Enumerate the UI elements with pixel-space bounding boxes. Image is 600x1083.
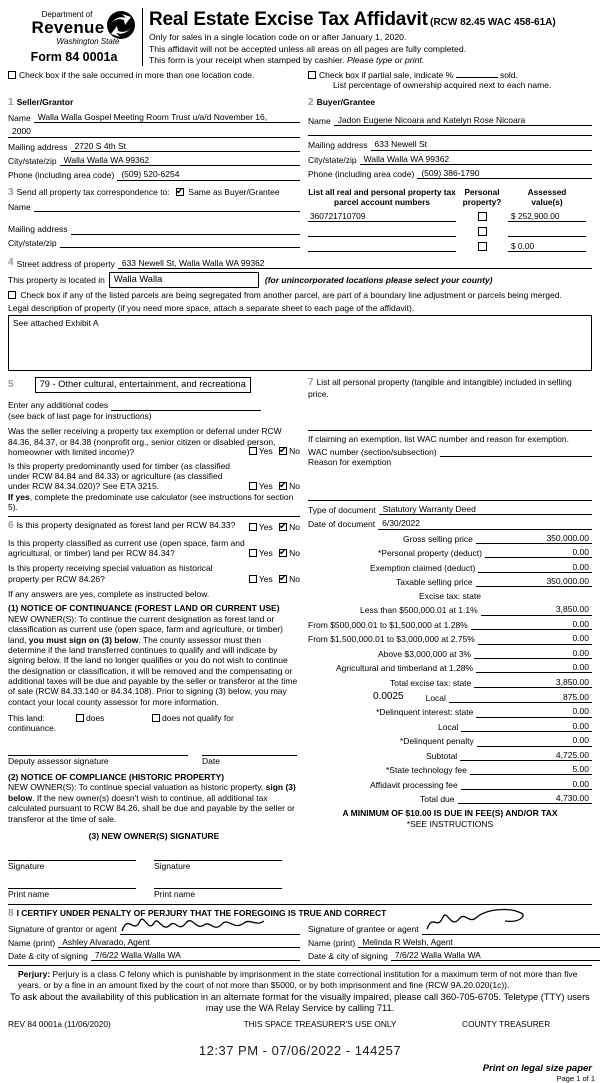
- assessed-value-field[interactable]: $ 0.00: [508, 241, 586, 252]
- title-rcw: (RCW 82.45 WAC 458-61A): [430, 17, 556, 28]
- personal-property-checkbox-2[interactable]: [478, 227, 487, 236]
- dor-swoosh-icon: [106, 10, 136, 42]
- partial-sale-label: Check box if partial sale, indicate % sold. List percentage of ownership acquired next to each name.: [319, 70, 552, 91]
- personal-property-checkbox-3[interactable]: [478, 242, 487, 251]
- grantor-name-print-field[interactable]: Ashley Alvarado, Agent: [58, 937, 300, 948]
- property-location-section: 4 Street address of property 633 Newell St, Walla Walla WA 99362 This property is located in Walla Walla (for unincorporated locations please select your county) Check box if any of the listed parcels are being segregated from another parcel, are part of a boundary line adjustment or parcels being merged. Legal description of property (if you need more space, attach a separate sheet to each page of the affidavit). See attached Exhibit A: [8, 257, 592, 371]
- new-owner-signature-title: (3) NEW OWNER(S) SIGNATURE: [88, 830, 220, 841]
- notice-continuance-body: NEW OWNER(S): To continue the current designation as forest land or classification as current use (open space, farm and agriculture, or timber) land, you must sign on (3) below. The county assessor must then determine if the land transferred continues to qualify and will indicate by signing below. If the land no longer qualifies or you do not wish to continue the designation or classification, it will be removed and the compensating or additional taxes will be due and payable by the seller or transferor at the time of sale (RCW 84.33.140 or 84.34.108). Prior to signing (3) below, you may contact your local county assessor for more information.: [8, 613, 298, 707]
- tier3-tax-value[interactable]: 0.00: [530, 633, 592, 644]
- new-owner-signature-line-1[interactable]: [8, 851, 136, 861]
- affidavit-processing-fee-value[interactable]: 0.00: [530, 779, 592, 790]
- current-use-no-checkbox[interactable]: [279, 549, 287, 557]
- total-excise-state-value[interactable]: 3,850.00: [530, 677, 592, 688]
- header-divider: [142, 8, 143, 66]
- buyer-name-field-line2[interactable]: [308, 135, 592, 136]
- deputy-assessor-label: Deputy assessor signature: [8, 755, 109, 766]
- tier2-tax-value[interactable]: 0.00: [530, 619, 592, 630]
- section-5-number: 5: [8, 379, 14, 391]
- certify-statement: I CERTIFY UNDER PENALTY OF PERJURY THAT THE FOREGOING IS TRUE AND CORRECT: [16, 907, 387, 918]
- county-treasurer-label: COUNTY TREASURER: [462, 1018, 551, 1029]
- does-not-qualify-checkbox[interactable]: [152, 714, 160, 722]
- seller-mailing-field[interactable]: 2720 S 4th St: [71, 141, 300, 152]
- tier1-tax-value[interactable]: 3,850.00: [530, 604, 592, 615]
- forest-no-checkbox[interactable]: [279, 523, 287, 531]
- header-note-3: This form is your receipt when stamped by cashier. Please type or print.: [149, 55, 425, 66]
- left-column: 5 79 - Other cultural, entertainment, and recreationa Enter any additional codes (see back of last page for instructions) Was the seller receiving a property tax exemption or deferral under RCW 84.36, 84.37, or 84.38 (nonprofit org., senior citizen or disabled person, homeowner with limited income)? Yes ✔ No Is this property predominantly used for timber (as classified under RCW 84.84 and 84.33) or agriculture (as classified under RCW 84.34.020)? See ETA 3215. Yes ✔ No If yes, complete the predominate use calculator (see instructions for section 5). 6 Is this property designated as forest land per RCW 84.33? Yes ✔ No Is this property classified as current use (open space, farm and agricultural, or timber) land per RCW 84.34? Yes ✔ No Is this property receiving special valuation as historical property per RCW 84.26? Yes ✔ No If any answers are yes, complete as instructed below. (1) NOTICE OF CONTINUANCE (FOREST LAND OR CURRENT USE) NEW OWNER(S): To continue the current designation as forest land or classification as current use (open space, farm and agriculture, or timber) land, you must sign on (3) below. The county assessor must then determine if the land transferred continues to qualify and will indicate by signing below. If the land no longer qualifies or you do not wish to continue the designation or classification, it will be removed and the compensating or additional taxes will be due and payable by the seller or transferor at the time of sale (RCW 84.33.140 or 84.34.108). Prior to signing (3) below, you may contact your local county assessor for more information. This land: does does not qualify for continuance. Deputy assessor signature Date (2) NOTICE OF COMPLIANCE (HISTORIC PROPERTY) NEW OWNER(S): To continue special valuation as historic property, sign (3) below. If the new owner(s) doesn't wish to continue, all additional tax calculated pursuant to RCW 84.26, shall be due and payable by the seller or transferor at the time of sale. (3) NEW OWNER(S) SIGNATURE Signature Signature Print name Print name: [8, 377, 300, 899]
- right-column: 7 List all personal property (tangible and intangible) included in selling price. If claiming an exemption, list WAC number and reason for exemption. WAC number (section/subsection) Reason for exemption Type of document Statutory Warranty Deed Date of document 6/30/2022 Gross selling price 350,000.00 *Personal property (deduct) 0.00 Exemption claimed (deduct) 0.00 Taxable selling price 350,000.00 Excise tax: state Less than $500,000.01 at 1.1% 3,850.00 From $500,000.01 to $1,500,000 at 1.28% 0.00 From $1,500,000.01 to $3,000,000 at 2.75% 0.00 Above $3,000,000 at 3% 0.00 Agricultural and timberland at 1.28% 0.00 Total excise tax: state 3,850.00 0.0025 Local 875.00 *Delinquent interest: state 0.00 Local 0.00 *Delinquent penalty 0.00 Subtotal 4,725.00 *State technology fee 5.00 Affidavit processing fee 0.00 Total due 4,730.00 A MINIMUM OF $10.00 IS DUE IN FEE(S) AND/OR TAX *SEE INSTRUCTIONS: [308, 377, 592, 899]
- forest-land-question: 6 Is this property designated as forest land per RCW 84.33?: [8, 520, 236, 532]
- parcel-row: [308, 239, 592, 252]
- delinquent-penalty-value[interactable]: 0.00: [530, 735, 592, 746]
- agricultural-tax-value[interactable]: 0.00: [530, 662, 592, 673]
- grantee-name-print-field[interactable]: Melinda R Welsh, Agent: [358, 937, 600, 948]
- ownership-note: List percentage of ownership acquired next to each name.: [333, 80, 552, 91]
- section-7-number: 7: [308, 377, 314, 389]
- parcel-number-field[interactable]: 360721710709: [308, 211, 456, 222]
- section-6-number: 6: [8, 520, 14, 532]
- rev-form-id: REV 84 0001a (11/06/2020): [8, 1018, 111, 1029]
- grantor-signature: [118, 911, 268, 937]
- notice-compliance-title: (2) NOTICE OF COMPLIANCE (HISTORIC PROPERTY): [8, 772, 225, 783]
- seller-name-field-line2[interactable]: 2000: [8, 126, 300, 137]
- treasurer-use-label: THIS SPACE TREASURER'S USE ONLY: [243, 1018, 397, 1029]
- buyer-name-field[interactable]: Jadon Eugene Nicoara and Katelyn Rose Nicoara: [334, 115, 592, 126]
- predominate-use-note: If yes, complete the predominate use calculator (see instructions for section 5).: [8, 491, 294, 513]
- document-date-field[interactable]: 6/30/2022: [378, 518, 592, 529]
- tax-correspondence-section: 3 Send all property tax correspondence to: ✔ Same as Buyer/Grantee Name Mailing address City/state/zip: [8, 187, 300, 252]
- section-divider: [8, 516, 300, 517]
- assessed-value-field[interactable]: $ 252,900.00: [508, 211, 586, 222]
- segregated-checkbox[interactable]: [8, 291, 16, 299]
- buyer-mailing-field[interactable]: 633 Newell St: [371, 139, 592, 150]
- notice-compliance-body: NEW OWNER(S): To continue special valuation as historic property, sign (3) below. If the new owner(s) doesn't wish to continue, all additional tax calculated pursuant to RCW 84.26, shall be due and payable by the seller or transferor at the time of sale.: [8, 782, 296, 824]
- notice-continuance-title: (1) NOTICE OF CONTINUANCE (FOREST LAND OR CURRENT USE): [8, 603, 280, 614]
- grantor-date-city-field[interactable]: 7/6/22 Walla Walla WA: [91, 950, 300, 961]
- dor-logo: [8, 6, 140, 65]
- historical-yes-checkbox[interactable]: [249, 575, 257, 583]
- gross-selling-price-value[interactable]: 350,000.00: [530, 533, 592, 544]
- deputy-assessor-signature-line[interactable]: [8, 746, 188, 756]
- buyer-grantee-section: 2 Buyer/Grantee Name Jadon Eugene Nicoara and Katelyn Rose Nicoara Mailing address 633 Newell St City/state/zip Walla Walla WA 99362 Phone (including area code) (509) 386-1790: [308, 97, 592, 181]
- buyer-phone-field[interactable]: (509) 386-1790: [417, 168, 592, 179]
- total-due-value[interactable]: 4,730.00: [530, 793, 592, 804]
- same-as-buyer-label: Same as Buyer/Grantee: [188, 186, 280, 197]
- street-address-field[interactable]: 633 Newell St, Walla Walla WA 99362: [118, 258, 592, 269]
- multi-location-checkbox[interactable]: [8, 71, 16, 79]
- personal-property-field[interactable]: [308, 400, 592, 426]
- header-note-2: This affidavit will not be accepted unless all areas on all pages are fully completed.: [149, 43, 467, 54]
- exemption-yes-checkbox[interactable]: [249, 447, 257, 455]
- grantee-date-city-field[interactable]: 7/6/22 Walla Walla WA: [391, 950, 600, 961]
- state-technology-fee-value[interactable]: 5.00: [530, 764, 592, 775]
- excise-tax-state-header: Excise tax: state: [419, 590, 481, 601]
- legal-description-field[interactable]: See attached Exhibit A: [8, 315, 592, 371]
- same-as-buyer-checkbox[interactable]: [176, 188, 184, 196]
- current-use-question: Is this property classified as current use (open space, farm and agricultural, or timber) land per RCW 84.34?: [8, 537, 245, 558]
- timber-yes-checkbox[interactable]: [249, 482, 257, 490]
- parcel-number-field[interactable]: [308, 251, 456, 252]
- alternate-format-note: To ask about the availability of this publication in an alternate format for the visually impaired, please call 360-705-6705. Teletype (TTY) users may use the WA Relay Service by calling 711.: [10, 991, 590, 1014]
- personal-property-intro: List all personal property (tangible and intangible) included in selling price.: [308, 377, 572, 400]
- section-4-number: 4: [8, 256, 14, 268]
- exemption-deferral-question: Was the seller receiving a property tax exemption or deferral under RCW 84.36, 84.37, or 84.38 (nonprofit org., senior citizen or disabled person, homeowner with limited income)?: [8, 426, 282, 457]
- partial-sale-percent-field[interactable]: [456, 77, 498, 78]
- minimum-due-note: A MINIMUM OF $10.00 IS DUE IN FEE(S) AND/OR TAX: [342, 808, 558, 819]
- reason-exemption-label: Reason for exemption: [308, 457, 392, 468]
- reason-exemption-field[interactable]: [308, 468, 592, 496]
- see-instructions-note: *SEE INSTRUCTIONS: [406, 818, 494, 829]
- section-1-number: 1: [8, 96, 14, 108]
- continuance-label: continuance.: [8, 723, 57, 734]
- correspondence-mailing-field[interactable]: [71, 234, 300, 235]
- exemption-intro: If claiming an exemption, list WAC number and reason for exemption.: [308, 433, 569, 444]
- if-any-note: If any answers are yes, complete as instructed below.: [8, 589, 210, 600]
- parcel-row: [308, 209, 592, 222]
- new-owner-printname-line-1[interactable]: [8, 879, 136, 889]
- exemption-no-checkbox[interactable]: [279, 447, 287, 455]
- new-owner-signature-line-2[interactable]: [154, 851, 282, 861]
- historical-no-checkbox[interactable]: [279, 575, 287, 583]
- buyer-heading: Buyer/Grantee: [316, 96, 376, 107]
- seller-city-field[interactable]: Walla Walla WA 99362: [60, 155, 300, 166]
- deputy-date-line[interactable]: [202, 746, 297, 756]
- page-title: Real Estate Excise Tax Affidavit: [149, 9, 428, 30]
- new-owner-printname-line-2[interactable]: [154, 879, 282, 889]
- parcel-row: [308, 224, 592, 237]
- timber-no-checkbox[interactable]: [279, 482, 287, 490]
- grantee-signature: [423, 905, 533, 935]
- washington-state-label: Washington State: [56, 37, 120, 47]
- document-type-field[interactable]: Statutory Warranty Deed: [379, 504, 592, 515]
- timber-agriculture-question: Is this property predominantly used for timber (as classified under RCW 84.84 and 84.33) or agriculture (as classified under RCW 84.34.020)? See ETA 3215.: [8, 460, 231, 492]
- land-use-code-select[interactable]: 79 - Other cultural, entertainment, and recreationa: [35, 377, 251, 393]
- correspondence-city-field[interactable]: [60, 247, 300, 248]
- section-2-number: 2: [308, 96, 314, 108]
- correspondence-name-field[interactable]: [34, 211, 300, 212]
- seller-grantor-section: 1 Seller/Grantor Name Walla Walla Gospel Meeting Room Trust u/a/d November 16, 2000 Mailing address 2720 S 4th St City/state/zip Walla Walla WA 99362 Phone (including area code) (509) 520-6254: [8, 97, 300, 181]
- revenue-wordmark: Revenue: [31, 17, 105, 37]
- exemption-claimed-value[interactable]: 0.00: [530, 562, 592, 573]
- land-qualify-row: This land: does does not qualify for: [8, 713, 234, 724]
- cashier-stamp: 12:37 PM - 07/06/2022 - 144257: [198, 1042, 402, 1058]
- deputy-date-label: Date: [202, 755, 220, 766]
- section-3-number: 3: [8, 186, 14, 198]
- certification-section: 8 I CERTIFY UNDER PENALTY OF PERJURY THAT THE FOREGOING IS TRUE AND CORRECT Signature of grantor or agent Name (print) Ashley Alvarado, Agent Date & city of signing 7/6/22 Walla Walla WA Signature of grantee or agent Name (print) Melinda R Welsh, Agent Date & city of signing 7/6/22 Walla Walla WA: [8, 908, 592, 961]
- form-number: Form 84 0001a: [30, 50, 118, 65]
- parcel-table: List all real and personal property tax parcel account numbers Personal property? Assessed value(s) 360721710709 $ 252,900.00 $ 0.00: [308, 187, 592, 252]
- segregated-label: Check box if any of the listed parcels are being segregated from another parcel, are part of a boundary line adjustment or parcels being merged.: [20, 290, 562, 301]
- header-note-1: Only for sales in a single location code on or after January 1, 2020.: [149, 32, 407, 43]
- personal-property-deduct-value[interactable]: 0.00: [530, 547, 592, 558]
- see-back-note: (see back of last page for instructions): [8, 410, 152, 421]
- print-legal-note: Print on legal size paper: [482, 1062, 592, 1074]
- personal-property-checkbox-1[interactable]: [478, 212, 487, 221]
- county-note: (for unincorporated locations please select your county): [264, 275, 493, 286]
- does-qualify-checkbox[interactable]: [76, 714, 84, 722]
- partial-sale-checkbox[interactable]: [308, 71, 316, 79]
- local-tax-value[interactable]: 875.00: [530, 692, 592, 703]
- delinquent-interest-state-value[interactable]: 0.00: [530, 706, 592, 717]
- multi-location-label: Check box if the sale occurred in more than one location code.: [19, 70, 255, 80]
- subtotal-value[interactable]: 4,725.00: [530, 750, 592, 761]
- delinquent-interest-local-value[interactable]: 0.00: [530, 721, 592, 732]
- seller-name-field[interactable]: Walla Walla Gospel Meeting Room Trust u/a/d November 16,: [34, 112, 300, 123]
- perjury-note: Perjury: Perjury is a class C felony which is punishable by imprisonment in the state correctional institution for a maximum term of not more than five years, or by a fine in an amount fixed by the court of not more than $5000, or by both imprisonment and fine (RCW 9A.20.020(1c)).: [18, 969, 578, 990]
- wac-number-field[interactable]: [440, 456, 592, 457]
- taxable-selling-price-value[interactable]: 350,000.00: [530, 576, 592, 587]
- header: [8, 6, 592, 66]
- dept-of-label: Department of: [41, 10, 93, 19]
- forest-yes-checkbox[interactable]: [249, 523, 257, 531]
- current-use-yes-checkbox[interactable]: [249, 549, 257, 557]
- page-number: Page 1 of 1: [556, 1074, 595, 1083]
- buyer-city-field[interactable]: Walla Walla WA 99362: [360, 154, 592, 165]
- tier4-tax-value[interactable]: 0.00: [530, 648, 592, 659]
- historical-question: Is this property receiving special valuation as historical property per RCW 84.26?: [8, 563, 213, 584]
- legal-description-label: Legal description of property (if you need more space, attach a separate sheet to each page of the affidavit).: [8, 302, 415, 313]
- seller-heading: Seller/Grantor: [16, 96, 74, 107]
- seller-phone-field[interactable]: (509) 520-6254: [117, 169, 300, 180]
- local-rate: 0.0025: [373, 690, 404, 702]
- assessed-value-field[interactable]: [508, 236, 586, 237]
- section-8-number: 8: [8, 907, 14, 919]
- county-select[interactable]: Walla Walla: [109, 272, 259, 288]
- parcel-number-field[interactable]: [308, 236, 456, 237]
